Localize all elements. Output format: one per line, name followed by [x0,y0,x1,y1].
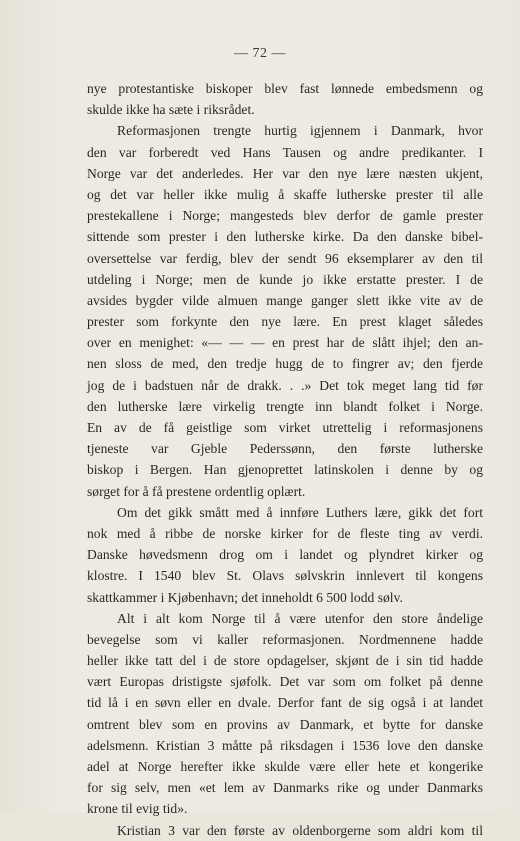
body-text [87,78,483,841]
text-line: avsides bygder vilde almuen mange ganger slett ikke vite av de [87,292,483,308]
text-line: omtrent blev som en provins av Danmark, et bytte for danske [87,716,483,732]
text-line: oversettelse var ferdig, blev der sendt 96 eksemplarer av den til [87,250,483,266]
text-line: adel at Norge herefter ikke skulde være eller hete et kongerike [87,759,483,774]
text-line: nye protestantiske biskoper blev fast lønnede embedsmenn og [87,81,483,96]
text-line: skattkammer i Kjøbenhavn; det inneholdt 6 500 lodd sølv. [87,589,403,605]
text-line: prester som forkynte den nye lære. En prest klaget således [87,314,483,330]
text-line: biskop i Bergen. Han gjenoprettet latinskolen i denne by og [87,462,483,478]
text-line: En av de få geistlige som virket utrettelig i reformasjonens [87,420,483,435]
text-line: over en menighet: «— — — en prest har de slått ihjel; den an- [87,335,483,351]
text-line: sittende som prester i den lutherske kirke. Da den danske bibel- [87,229,483,245]
text-line: klostre. I 1540 blev St. Olavs sølvskrin innlevert til kongens [87,568,483,584]
paragraph-start-line: Om det gikk smått med å innføre Luthers lære, gikk det fort [117,504,483,520]
paragraph-start-line: Alt i alt kom Norge til å være utenfor den store åndelige [117,610,483,626]
text-line: krone til evig tid». [87,801,188,817]
text-line: den lutherske lære virkelig trengte inn blandt folket i Norge. [87,398,483,414]
text-line: Danske høvedsmenn drog om i landet og plyndret kirker og [87,547,483,563]
text-line: tid lå i en søvn eller en dvale. Derfor fant de sig også i at landet [87,695,483,711]
text-line: nen sloss de med, den tredje hugg de to fingrer av; den fjerde [87,356,483,372]
paragraph-start-line: Reformasjonen trengte hurtig igjennem i Danmark, hvor [117,123,483,139]
paragraph-start-line: Kristian 3 var den første av oldenborgerne som aldri kom til [117,822,483,838]
text-line: prestekallene i Norge; mangesteds blev derfor de gamle prester [87,208,483,224]
text-line: skulde ikke ha sæte i riksrådet. [87,102,255,118]
text-line: jog de i badstuen når de drakk. . .» Det tok meget lang tid før [87,377,483,393]
text-line: adelsmenn. Kristian 3 måtte på riksdagen i 1536 love den danske [87,737,483,753]
text-line: vært Europas dristigste sjøfolk. Det var som om folket på denne [87,674,483,690]
text-line: for sig selv, men «et lem av Danmarks rike og under Danmarks [87,780,483,796]
text-line: bevegelse som vi kaller reformasjonen. Nordmennene hadde [87,631,483,647]
text-line: tjeneste var Gjeble Pederssønn, den første lutherske [87,441,483,457]
text-line: den var forberedt ved Hans Tausen og andre predikanter. I [87,144,483,160]
text-line: nok med å ribbe de norske kirker for de fleste ting av verdi. [87,525,483,541]
text-line: heller ikke tatt del i de store opdagelser, skjønt de i sin tid hadde [87,653,483,669]
text-line: Norge var det anderledes. Her var den nye lære næsten ukjent, [87,165,483,181]
text-line: og det var heller ikke mulig å skaffe lutherske prester til alle [87,186,483,202]
text-line: utdeling i Norge; men de kunde jo ikke erstatte prester. I de [87,271,483,287]
page-number: — 72 — [234,46,286,61]
text-line: sørget for å få prestene ordentlig oplært. [87,483,306,499]
